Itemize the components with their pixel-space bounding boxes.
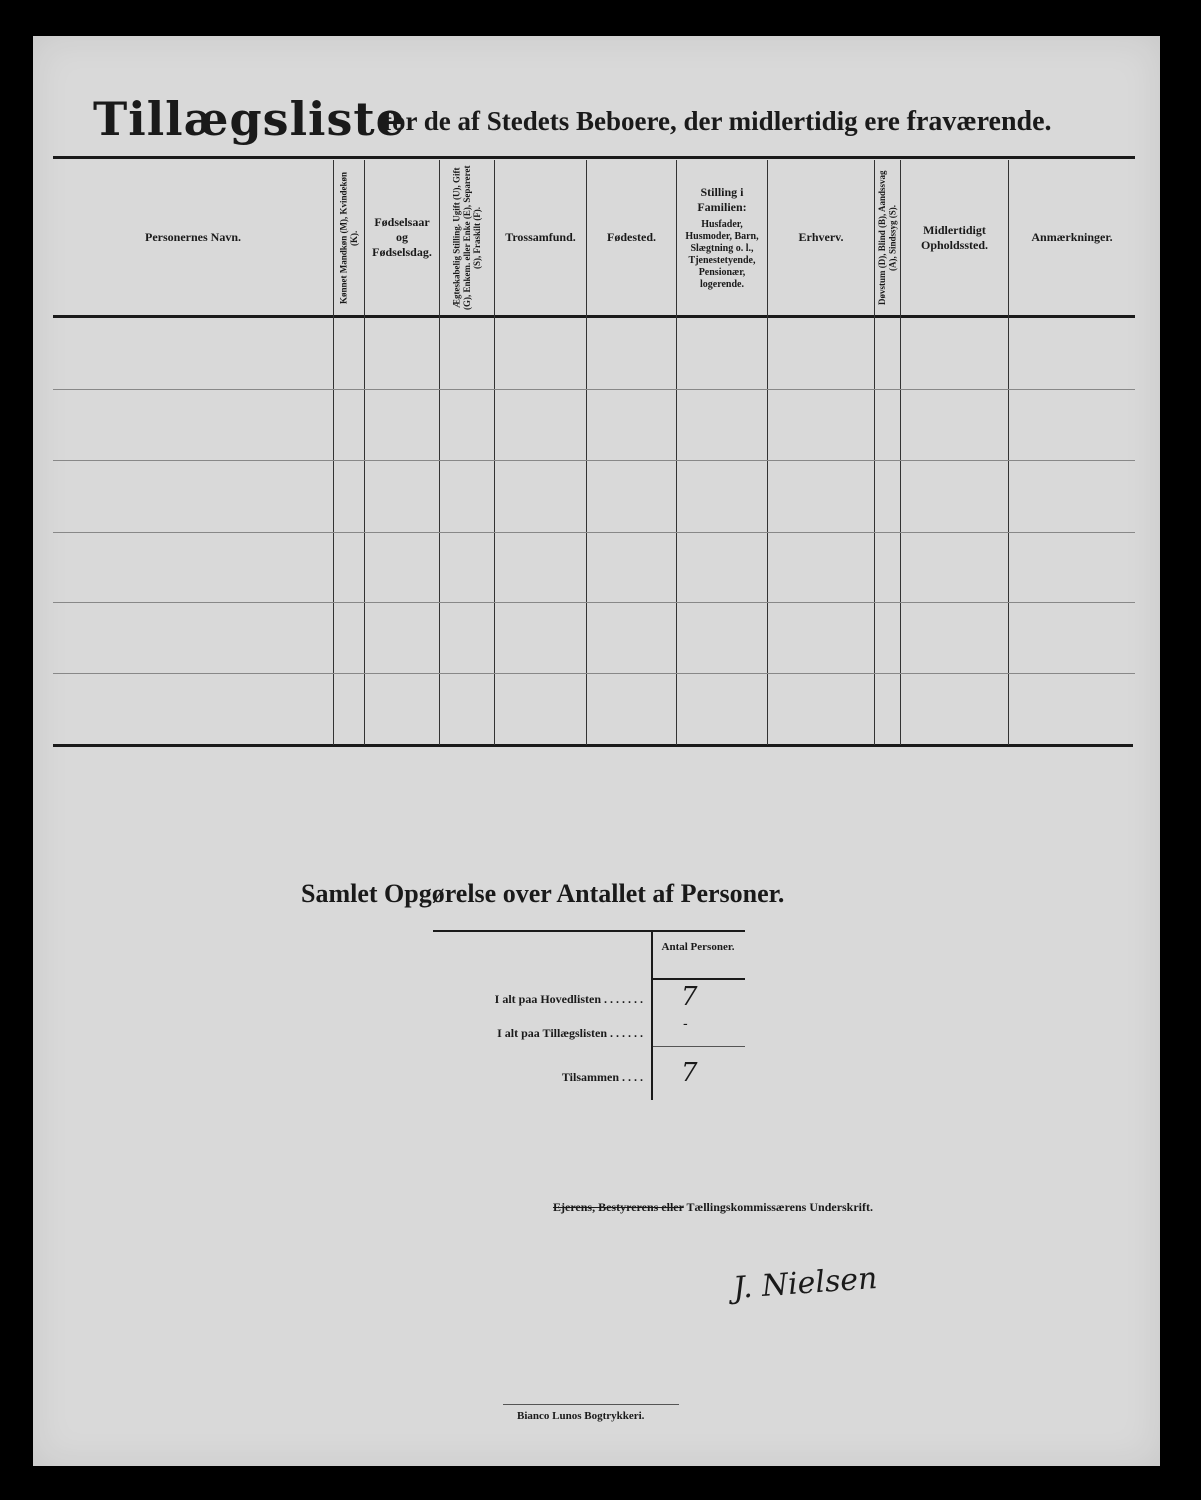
- header-birth: [365, 160, 439, 315]
- summary-title: Samlet Opgørelse over Antallet af Personer.: [301, 879, 785, 908]
- printer-rule: [503, 1404, 679, 1405]
- summary-row-value-total: 7: [681, 1058, 698, 1088]
- row-divider: [53, 602, 1135, 603]
- header-family-detail: Husfader, Husmoder, Barn, Slægtning o. l., Tjenestetyende, Pensionær, logerende.: [685, 218, 759, 290]
- signature-caption-text: Tællingskommissærens Underskrift.: [686, 1200, 874, 1214]
- summary-row-value-supplement: -: [683, 1016, 688, 1032]
- summary-column-header: Antal Personer.: [661, 941, 735, 953]
- header-residence-text: Midlertidigt Opholdssted.: [920, 222, 989, 252]
- header-rule-top: [53, 156, 1135, 159]
- header-birth-text: Fødselsaar og Fødselsdag.: [372, 215, 432, 259]
- summary-total-rule: [653, 1046, 745, 1047]
- header-birthplace: Fødested.: [607, 230, 656, 244]
- header-gender: Kønnet Mandkøn (M), Kvindekøn (K).: [338, 171, 359, 305]
- summary-row-value-main: 7: [681, 982, 698, 1012]
- header-rule-bottom: [53, 315, 1135, 318]
- signature-caption-struck: Ejerens, Bestyrerens eller: [553, 1200, 684, 1214]
- signature-caption: [553, 1200, 873, 1215]
- table-bottom-rule: [53, 744, 1133, 747]
- summary-row-label-main: I alt paa Hovedlisten . . . . . . .: [494, 992, 643, 1006]
- row-divider: [53, 673, 1135, 674]
- header-remarks: Anmærkninger.: [1031, 230, 1113, 244]
- header-name: Personernes Navn.: [145, 230, 241, 244]
- header-residence: [901, 160, 1008, 315]
- summary-header-rule: [653, 978, 745, 980]
- census-form-sheet: [33, 36, 1160, 1466]
- row-divider: [53, 460, 1135, 461]
- header-marital: Ægteskabelig Stilling. Ugift (U), Gift (G), Enkem. eller Enke (E), Separeret (S), Fraskilt (F).: [451, 165, 483, 311]
- summary-col-divider: [651, 932, 653, 1100]
- header-disability: Døvstum (D), Blind (B), Aandssvag (A), Sindssyg (S).: [877, 170, 898, 306]
- form-title: Tillægsliste: [93, 92, 406, 146]
- header-occupation: Erhverv.: [798, 230, 844, 244]
- col-divider: [439, 160, 440, 745]
- header-family: [677, 160, 767, 315]
- header-religion: Trossamfund.: [505, 230, 576, 244]
- summary-row-label-total: Tilsammen . . . .: [561, 1070, 643, 1084]
- row-divider: [53, 389, 1135, 390]
- form-subtitle-emphasis: fraværende.: [906, 106, 1052, 137]
- printer-imprint: Bianco Lunos Bogtrykkeri.: [517, 1410, 645, 1422]
- form-subtitle-text: for de af Stedets Beboere, der midlertidig ere: [383, 106, 900, 136]
- col-divider: [333, 160, 334, 745]
- header-family-title: Stilling i Familien:: [697, 184, 747, 214]
- summary-top-rule: [433, 930, 745, 932]
- form-subtitle: [383, 106, 1052, 138]
- signature-handwritten: J. Nielsen: [731, 1261, 879, 1306]
- row-divider: [53, 532, 1135, 533]
- summary-row-label-supplement: I alt paa Tillægslisten . . . . . .: [497, 1026, 643, 1040]
